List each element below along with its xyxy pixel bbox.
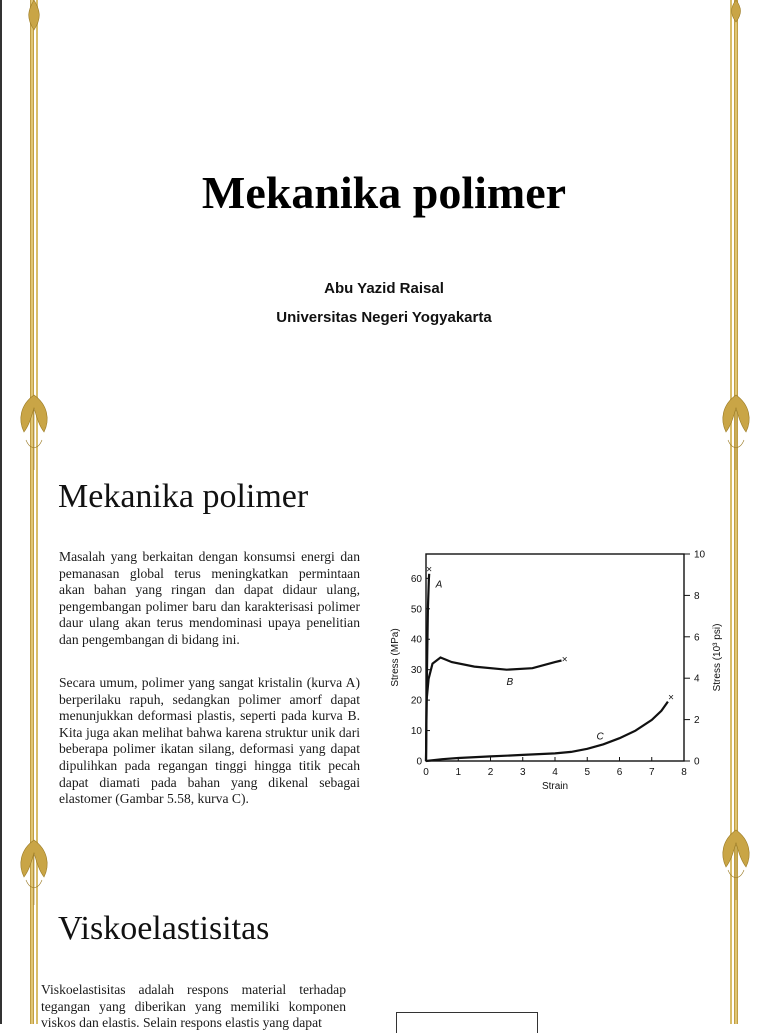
y-right-tick-label: 0 bbox=[694, 756, 700, 768]
ornamental-border-right bbox=[708, 0, 768, 1024]
y-tick-label: 40 bbox=[410, 634, 422, 646]
y-tick-label: 0 bbox=[416, 756, 422, 768]
x-tick-label: 1 bbox=[455, 767, 462, 778]
section-heading-viskoelastisitas: Viskoelastisitas bbox=[58, 910, 270, 947]
y-tick-label: 50 bbox=[410, 604, 422, 616]
series-line-c bbox=[426, 702, 668, 761]
x-tick-label: 0 bbox=[423, 767, 429, 778]
paragraph: Secara umum, polimer yang sangat kristalin (kurva A) berperilaku rapuh, sedangkan polimer amorf dapat menunjukkan deformasi plastis, seperti pada kurva B. Kita juga akan melihat bahwa karena struktur unik dari beberapa polimer ikatan silang, deformasi yang dapat dipulihkan pada regangan tinggi hingga titik pecah dapat diamati pada bahan yang dikenal sebagai elastomer (Gambar 5.58, kurva C). bbox=[59, 675, 360, 807]
y-right-tick-label: 10 bbox=[694, 549, 706, 561]
x-tick-label: 8 bbox=[681, 767, 687, 778]
paragraph: Viskoelastisitas adalah respons material terhadap tegangan yang diberikan yang memiliki komponen viskos dan elastis. Selain respons elastis yang dapat bbox=[41, 982, 346, 1031]
x-tick-label: 5 bbox=[584, 767, 591, 778]
x-tick-label: 6 bbox=[616, 767, 623, 778]
y-tick-label: 60 bbox=[410, 573, 422, 585]
series-label-a: A bbox=[435, 579, 443, 591]
break-marker: × bbox=[561, 654, 568, 666]
series-label-b: B bbox=[506, 676, 514, 688]
x-tick-label: 4 bbox=[552, 767, 558, 778]
break-marker: × bbox=[426, 564, 433, 576]
figure-partial bbox=[396, 1012, 538, 1033]
x-tick-label: 2 bbox=[487, 767, 494, 778]
stress-strain-chart bbox=[380, 544, 750, 804]
y-right-tick-label: 4 bbox=[694, 673, 700, 685]
y-tick-label: 20 bbox=[410, 695, 422, 707]
y-right-axis-label: Stress (10³ psi) bbox=[712, 623, 723, 692]
series-label-c: C bbox=[596, 731, 604, 743]
document-title: Mekanika polimer bbox=[201, 167, 567, 218]
section-heading-mekanika: Mekanika polimer bbox=[58, 478, 309, 515]
x-tick-label: 3 bbox=[519, 767, 526, 778]
ornamental-border-left bbox=[0, 0, 60, 1024]
y-right-tick-label: 8 bbox=[694, 590, 700, 602]
y-right-tick-label: 6 bbox=[694, 632, 700, 644]
x-axis-label: Strain bbox=[541, 781, 569, 792]
y-axis-label: Stress (MPa) bbox=[390, 628, 401, 687]
y-right-tick-label: 2 bbox=[694, 715, 700, 727]
series-line-b bbox=[426, 658, 562, 762]
y-tick-label: 30 bbox=[410, 665, 422, 677]
y-tick-label: 10 bbox=[410, 726, 422, 738]
break-marker: × bbox=[668, 692, 675, 704]
plot-frame bbox=[426, 554, 684, 761]
author-affiliation: Universitas Negeri Yogyakarta bbox=[276, 309, 492, 326]
paragraph: Masalah yang berkaitan dengan konsumsi energi dan pemanasan global terus meningkatkan permintaan akan bahan yang ringan dan dapat didaur ulang, pengembangan polimer baru dan karakterisasi polimer daur ulang akan terus mendominasi upaya penelitian dan pengembangan di bidang ini. bbox=[59, 549, 360, 647]
author-name: Abu Yazid Raisal bbox=[324, 280, 444, 297]
x-tick-label: 7 bbox=[648, 767, 655, 778]
